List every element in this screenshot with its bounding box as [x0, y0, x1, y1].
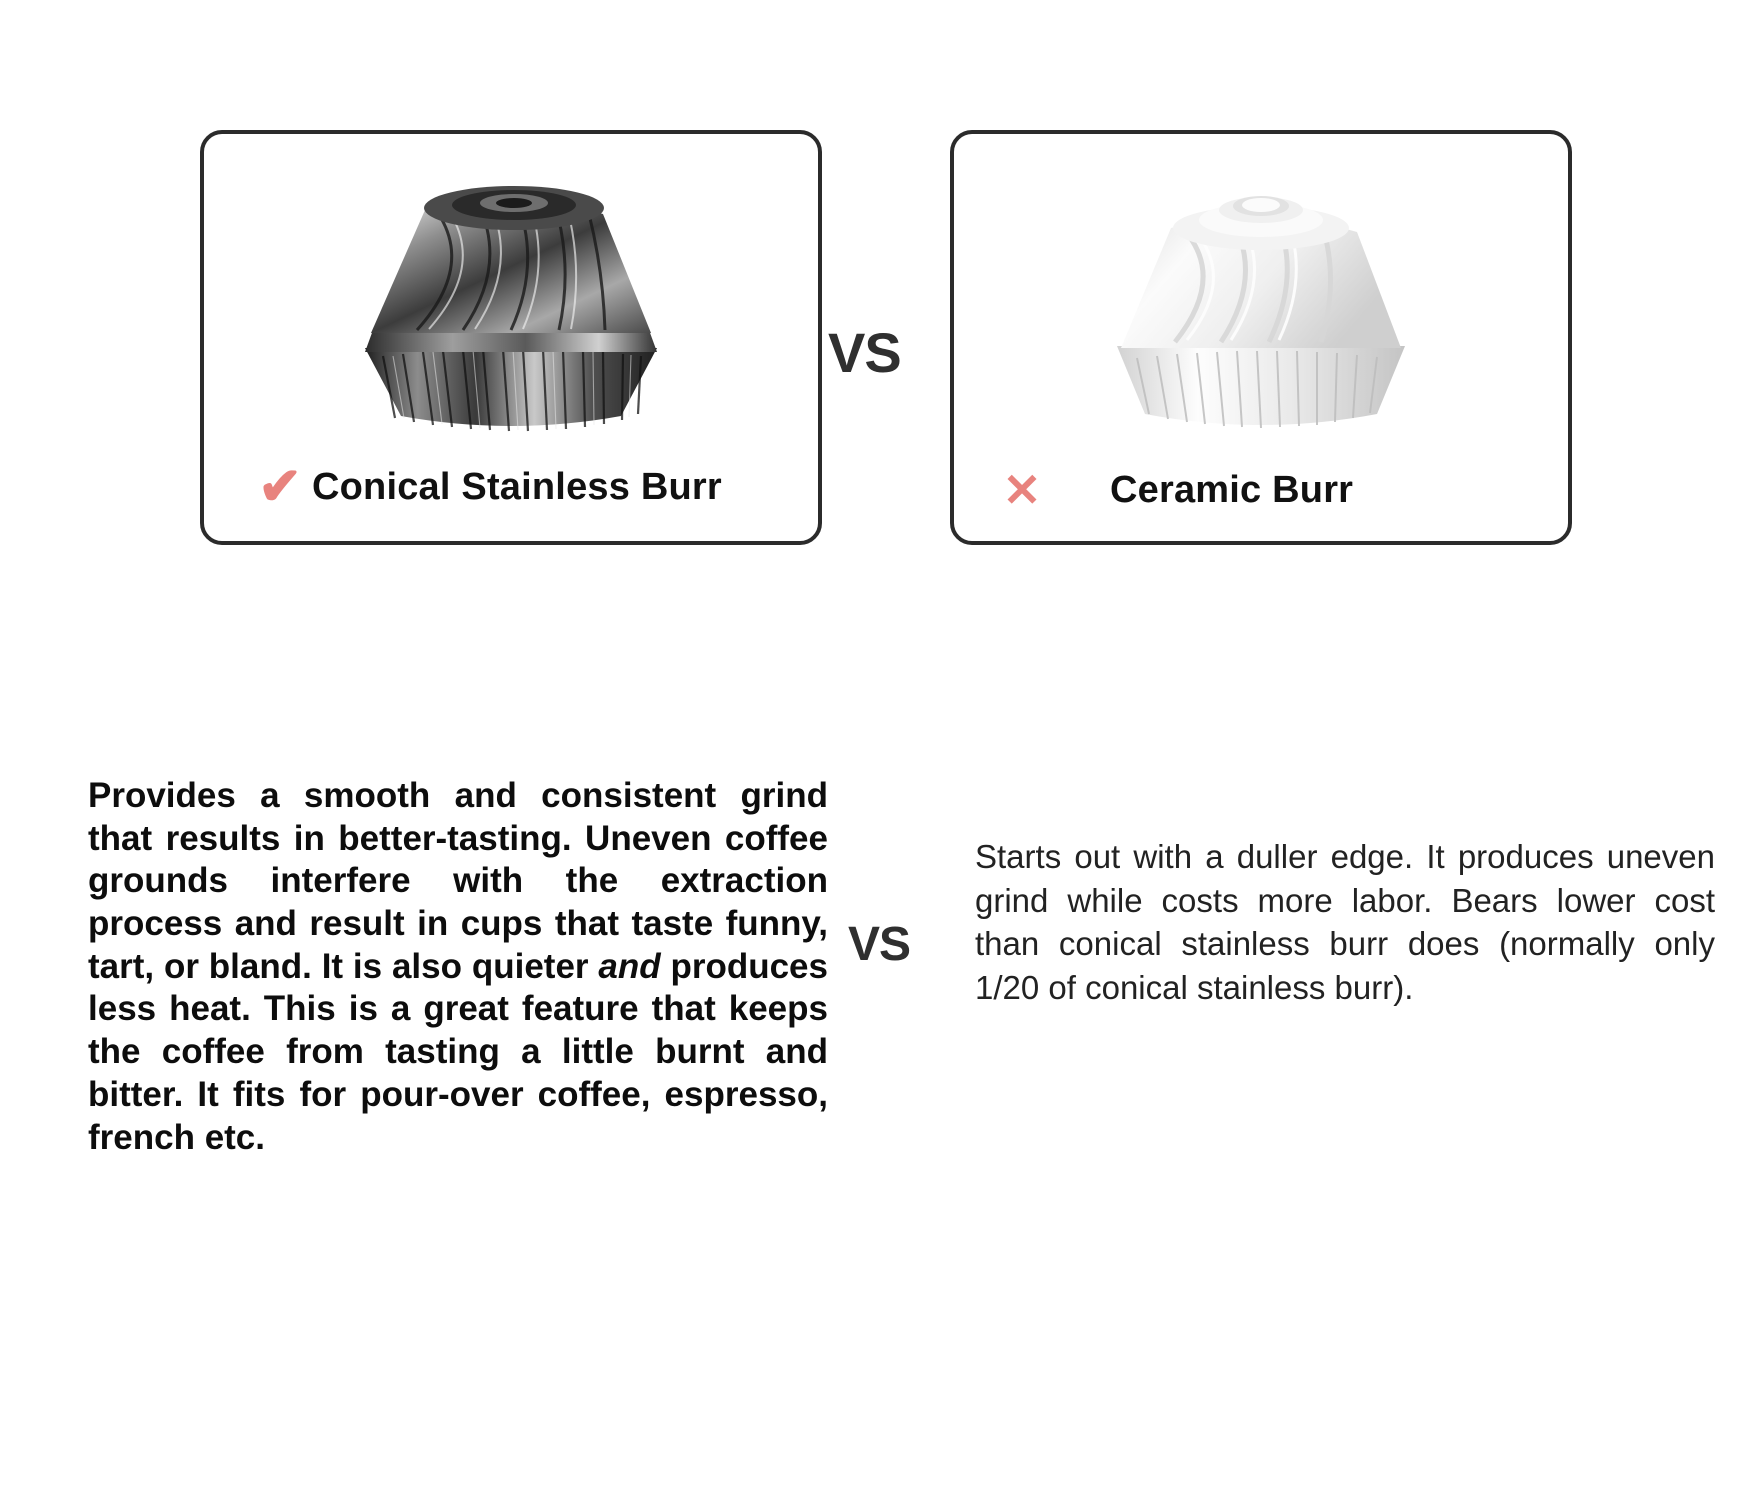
conical-stainless-burr-label-row: [204, 458, 818, 516]
vs-label-bottom: VS: [848, 918, 911, 971]
ceramic-burr-card: [950, 130, 1572, 545]
ceramic-burr-title: Ceramic Burr: [1110, 468, 1354, 511]
vs-label-top: VS: [828, 321, 901, 384]
conical-stainless-burr-description: [88, 775, 828, 1159]
check-mark-icon: ✔: [258, 458, 302, 516]
conical-stainless-burr-title: Conical Stainless Burr: [312, 465, 722, 508]
ceramic-burr-label-row: [954, 464, 1568, 516]
conical-stainless-burr-photo: [204, 160, 818, 450]
conical-stainless-burr-card: [200, 130, 822, 545]
description-text-part-1: Provides a smooth and consistent grind that results in better-tasting. Uneven coffee grounds interfere with the extraction process and result in cups that taste funny, tart, or bland. It is also quieter: [88, 776, 828, 986]
description-emphasis: and: [598, 946, 661, 986]
ceramic-burr-description: Starts out with a duller edge. It produces uneven grind while costs more labor. Bears lower cost than conical stainless burr does (normally only 1/20 of conical stainless burr).: [975, 838, 1715, 1006]
description-text-part-2: produces less heat. This is a great feature that keeps the coffee from tasting a little burnt and bitter. It fits for pour-over coffee, espresso, french etc.: [88, 946, 828, 1157]
cross-mark-icon: ✕: [1002, 464, 1042, 516]
burr-comparison-row: [0, 0, 1760, 620]
ceramic-burr-photo: [954, 160, 1568, 450]
